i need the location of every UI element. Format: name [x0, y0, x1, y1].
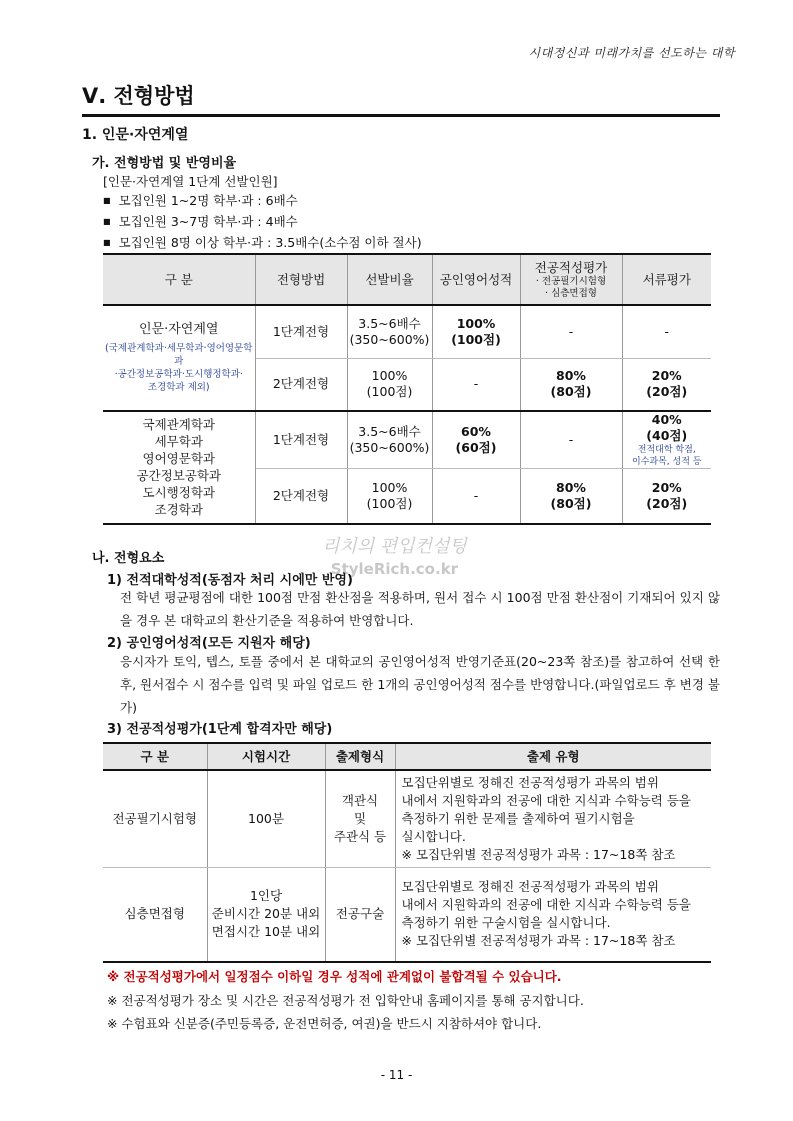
element1-body: 전 학년 평균평점에 대한 100점 만점 환산점을 적용하며, 원서 접수 시 100점 만점 환산점이 기재되어 있지 않을 경우 본 대학교의 환산기준을 적용하여 반영합니다.	[120, 590, 720, 628]
header-category: 구 분	[103, 254, 255, 305]
group2-depts-cell: 국제관계학과 세무학과 영어영문학과 공간정보공학과 도시행정학과 조경학과	[103, 411, 255, 524]
header-slogan: 시대정신과 미래가치를 선도하는 대학	[528, 46, 735, 60]
selection-ratio-table	[103, 253, 711, 525]
notice-item: ※ 수험표와 신분증(주민등록증, 운전면허증, 여권)을 반드시 지참하셔야 합니다.	[107, 1016, 542, 1031]
bullet-item: ■ 모집인원 3~7명 학부·과 : 4배수	[103, 212, 422, 233]
table-row: 2단계전형 100% (100점) - 80% (80점) 20% (20점)	[103, 469, 711, 524]
table-row: 국제관계학과 세무학과 영어영문학과 공간정보공학과 도시행정학과 조경학과 1단계전형 3.5~6배수 (350~600%) 60% (60점) - 40% (40점) 전적대학 학점, 이수과목, 성적 등	[103, 411, 711, 469]
chapter-divider	[82, 116, 720, 117]
header-type: 구 분	[103, 743, 207, 770]
table-row: 전공필기시험형 100분 객관식 및 주관식 등 모집단위별로 정해진 전공적성평가 과목의 범위 내에서 지원학과의 전공에 대한 지식과 수학능력 등을 측정하기 위한 문제를 출제하여 필기시험을 실시합니다. ※ 모집단위별 전공적성평가 과목 : 17~18쪽 참조	[103, 770, 711, 867]
page-number: - 11 -	[380, 1068, 413, 1082]
notice-warning: ※ 전공적성평가에서 일정점수 이하일 경우 성적에 관계없이 불합격될 수 있습니다.	[107, 969, 562, 984]
table-row: 인문·자연계열 (국제관계학과·세무학과·영어영문학과 ·공간정보공학과·도시행정학과· 조경학과 제외) 1단계전형 3.5~6배수 (350~600%) 100% (100점) - -	[103, 305, 711, 358]
header-time: 시험시간	[207, 743, 325, 770]
table-row: 2단계전형 100% (100점) - 80% (80점) 20% (20점)	[103, 358, 711, 411]
bullet-item: ■ 모집인원 1~2명 학부·과 : 6배수	[103, 191, 422, 212]
selection-heading: [인문·자연계열 1단계 선발인원]	[103, 174, 278, 189]
chapter-title: Ⅴ. 전형방법	[82, 80, 720, 116]
notice-item: ※ 전공적성평가 장소 및 시간은 전공적성평가 전 입학안내 홈페이지를 통해 공지합니다.	[107, 993, 584, 1008]
group1-name-cell: 인문·자연계열 (국제관계학과·세무학과·영어영문학과 ·공간정보공학과·도시행정학과· 조경학과 제외)	[103, 305, 255, 411]
bullet-item: ■ 모집인원 8명 이상 학부·과 : 3.5배수(소수점 이하 절사)	[103, 233, 422, 254]
subsection-na-title: 나. 전형요소	[92, 551, 165, 566]
header-method: 전형방법	[255, 254, 347, 305]
header-question-type: 출제 유형	[395, 743, 711, 770]
table-row: 심층면접형 1인당 준비시간 20분 내외 면접시간 10분 내외 전공구술 모집단위별로 정해진 전공적성평가 과목의 범위 내에서 지원학과의 전공에 대한 지식과 수학능력 등을 측정하기 위한 구술시험을 실시합니다. ※ 모집단위별 전공적성평가 과목 : 17~18쪽 참조	[103, 867, 711, 962]
watermark: 리치의 편입컨설팅 StyleRich.co.kr	[322, 536, 467, 578]
section-title: 1. 인문·자연계열	[82, 127, 189, 143]
header-docs: 서류평가	[622, 254, 711, 305]
header-english: 공인영어성적	[432, 254, 520, 305]
aptitude-test-table	[103, 742, 711, 963]
bullet-list	[103, 191, 422, 254]
header-format: 출제형식	[325, 743, 395, 770]
element1-title: 1) 전적대학성적(동점자 처리 시에만 반영)	[107, 573, 353, 588]
header-ratio: 선발비율	[347, 254, 432, 305]
element3-title: 3) 전공적성평가(1단계 합격자만 해당)	[107, 722, 333, 737]
subsection-ga-title: 가. 전형방법 및 반영비율	[92, 156, 237, 171]
element2-title: 2) 공인영어성적(모든 지원자 해당)	[107, 636, 311, 651]
element2-body: 응시자가 토익, 텝스, 토플 중에서 본 대학교의 공인영어성적 반영기준표(20~23쪽 참조)를 참고하여 선택 한 후, 원서접수 시 점수를 입력 및 파일 업로드 한 1개의 공인영어성적 점수를 반영합니다.(파일업로드 후 변경 불가)	[120, 654, 720, 715]
header-major-aptitude: 전공적성평가 · 전공필기시험형 · 심층면접형	[520, 254, 622, 305]
